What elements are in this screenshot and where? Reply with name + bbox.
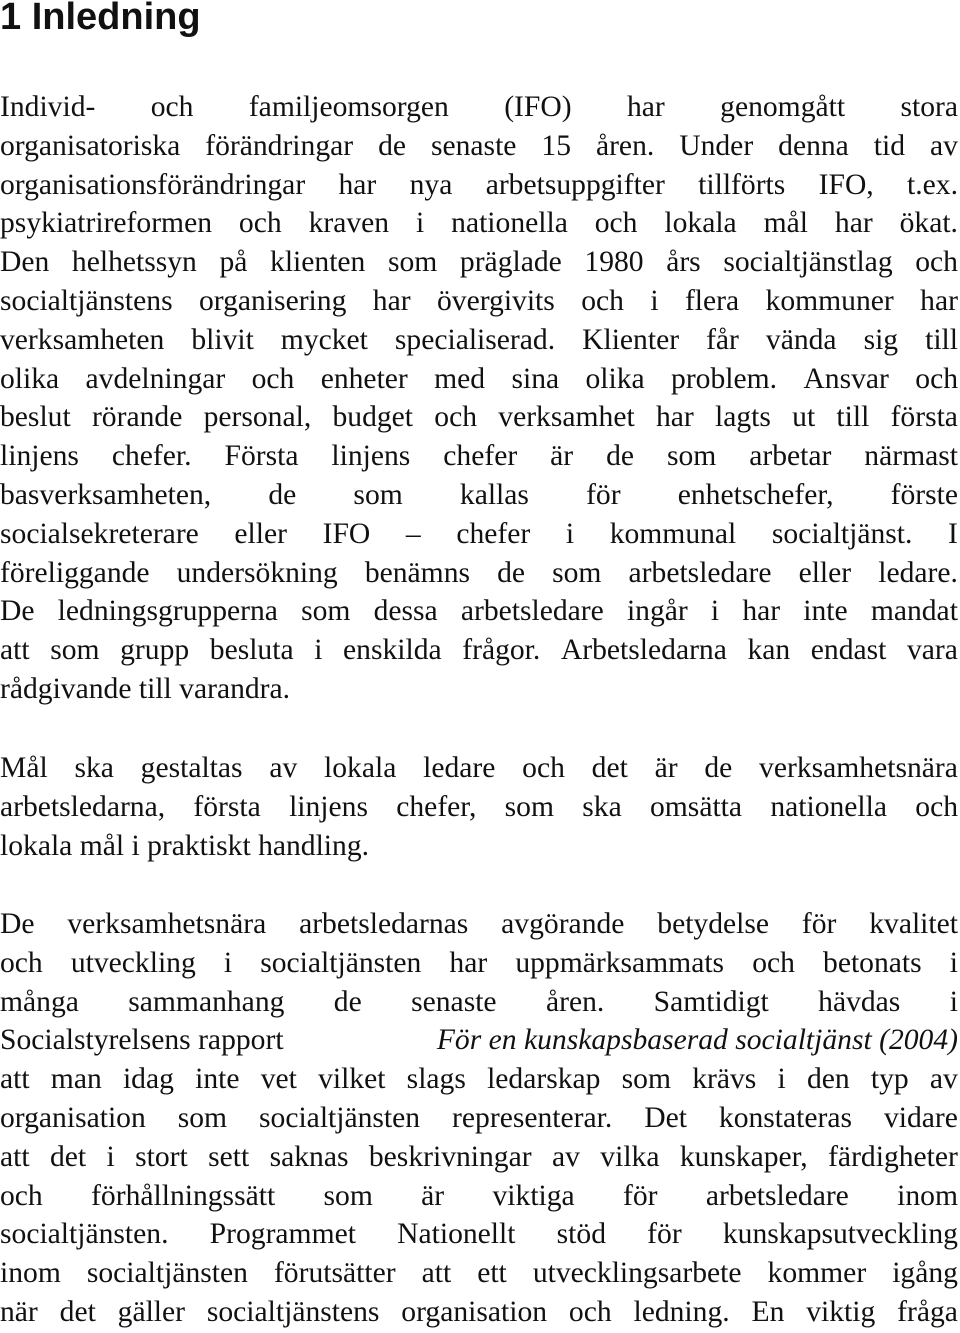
text-line [0,1215,958,1254]
word: vända [765,323,837,356]
text-line [0,88,958,127]
word: chefer. [111,440,192,473]
word: vara [907,634,958,667]
word: lokala [324,752,397,784]
word: vet [260,1063,297,1096]
word: Programmet [209,1218,356,1251]
word: chefer [456,517,531,550]
word: hävdas [818,985,901,1018]
word: linjens [0,440,79,473]
word: lagts [714,401,771,434]
word: som [50,634,100,667]
word: de [704,752,733,784]
word: betydelse [657,908,770,940]
word: ökat. [899,207,958,240]
word: som [666,440,717,473]
word: Den [0,246,50,279]
word: organisation [0,1101,146,1134]
word: viktiga [492,1179,575,1212]
text-line [0,282,958,321]
word: som [177,1101,228,1134]
word: saknas [269,1140,349,1173]
word: är [421,1179,445,1212]
word: att [0,1063,30,1096]
text-line [0,204,958,243]
word: verksamhet [498,401,635,434]
word: personal, [203,401,312,434]
word: specialiserad. [394,323,556,356]
word: med [434,362,486,395]
word: kvalitet [869,908,958,940]
text-line-with-citation [0,1021,958,1060]
word: IFO, [818,168,874,201]
text-line [0,127,958,166]
word: helhetssyn [71,246,197,279]
word: genomgått [720,91,846,123]
word: som [387,246,438,279]
word: chefer, [396,790,477,823]
word: och [251,362,295,395]
word: beslut [0,401,71,434]
word: mål [763,207,808,240]
paragraph-2 [0,749,958,865]
word: att [0,1140,30,1173]
word: enskilda [343,634,442,667]
word: avgörande [501,908,625,940]
word: vidare [883,1101,958,1134]
section-heading: 1 Inledning [0,0,201,38]
word: socialtjänstens [206,1295,380,1328]
text-line [0,631,958,670]
word: psykiatrireformen [0,207,213,240]
word: kan [747,634,791,667]
word: ut [792,401,816,434]
word: utveckling [70,946,196,979]
word: i [314,634,323,667]
word: socialtjänsten [259,1101,421,1134]
word: Ansvar [803,362,889,395]
word: ledningsgrupperna [57,595,278,628]
word: vilket [318,1063,386,1096]
text-line [0,243,958,282]
word: Under [679,129,754,162]
word: omsätta [649,790,743,823]
word: är [654,752,678,784]
word: i [223,946,233,979]
word: har [338,168,377,201]
word: representerar. [452,1101,613,1134]
word: arbetsuppgifter [485,168,665,201]
word: som [323,1179,373,1212]
word: (IFO) [504,91,572,123]
word: och [150,91,194,123]
word: och [915,246,958,279]
text-line: rådgivande till varandra. [0,672,291,705]
word: problem. [671,362,778,395]
text-line [0,437,958,476]
word: idag [122,1063,174,1096]
word: frågor. [462,634,541,667]
word: förhållningssätt [91,1179,276,1212]
word: olika [585,362,645,395]
word: sig [863,323,899,356]
word: har [834,207,873,240]
word: lokala [664,207,737,240]
text-line [0,554,958,593]
word: kommuner [765,284,894,317]
word: nationella [770,790,887,823]
word: krävs [692,1063,757,1096]
word: eller [798,556,852,589]
word: De [0,595,35,628]
word: linjens [331,440,411,473]
word: ska [74,752,114,784]
word: grupp [120,634,190,667]
word: dessa [373,595,438,628]
word: mandat [870,595,958,628]
word: har [920,284,958,317]
word: stora [900,91,958,123]
word: betonats [823,946,922,979]
word: och [0,946,43,979]
text-line [0,321,958,360]
word: senaste [411,985,497,1018]
word: det [59,1295,96,1328]
paragraph-3 [0,905,958,1332]
word: olika [0,362,60,395]
word: av [929,1063,958,1096]
report-title-citation: För en kunskapsbaserad socialtjänst (2004) [436,1024,958,1057]
word: konstateras [718,1101,853,1134]
word: den [806,1063,850,1096]
word: familjeomsorgen [248,91,449,123]
word: kallas [459,478,529,511]
word: ingår [626,595,688,628]
word: för [647,1218,682,1251]
word: man [50,1063,102,1096]
word: stöd [556,1218,606,1251]
word: klienten [270,246,366,279]
word: tillförts [698,168,786,201]
word: ska [582,790,622,823]
word: rörande [91,401,183,434]
word: typ [870,1063,909,1096]
word: flera [684,284,740,317]
word: beskrivningar [368,1140,532,1173]
word: slags [406,1063,466,1096]
word: utvecklingsarbete [532,1257,742,1290]
word: och [0,1179,43,1212]
word: och [915,362,958,395]
word: sammanhang [128,985,285,1018]
word: kraven [308,207,390,240]
word: t.ex. [907,168,958,201]
word: mycket [280,323,368,356]
word: uppmärksammats [515,946,725,979]
word: Det [644,1101,687,1134]
text-line [0,905,958,944]
word: arbetsledare [460,595,604,628]
word: av [551,1140,580,1173]
word: Individ- [0,91,96,123]
word: till [836,401,870,434]
word: 15 [541,129,571,162]
word: de [268,478,297,511]
word: arbetsledarna, [0,790,166,823]
word: verksamhetsnära [67,908,267,940]
word: stort [135,1140,188,1173]
word: linjens [289,790,368,823]
word: och [752,946,795,979]
word: av [269,752,298,784]
text-line [0,749,958,788]
text-line [0,476,958,515]
word: och [238,207,282,240]
word: övergivits [436,284,555,317]
word: IFO [322,517,371,550]
word: socialtjänstlag [723,246,893,279]
word: som [301,595,351,628]
word: de [333,985,362,1018]
word: i [416,207,425,240]
word: för [623,1179,658,1212]
text-line [0,983,958,1022]
word: ledarskap [487,1063,601,1096]
word: organisatoriska [0,129,181,162]
word: i [949,985,958,1018]
word: 1980 [584,246,644,279]
word: har [449,946,488,979]
word: organisering [198,284,347,317]
word: Första [224,440,299,473]
word: i [565,517,575,550]
word: för [801,908,837,940]
word: De [0,908,35,940]
word: förändringar [205,129,354,162]
word: ett [477,1257,507,1290]
text-line [0,166,958,205]
text-line [0,944,958,983]
word: när [0,1295,38,1328]
word: socialtjänsten. [0,1218,169,1251]
word: inom [897,1179,958,1212]
word: enheter [320,362,408,395]
word: de [497,556,526,589]
word: som [552,556,602,589]
word: åren. [545,985,605,1018]
word: förste [890,478,958,511]
word: präglade [459,246,562,279]
word: föreliggande [0,556,150,589]
word: i [777,1063,786,1096]
word: vilka [600,1140,660,1173]
word: basverksamheten, [0,478,212,511]
word: som [504,790,554,823]
word: att [0,634,30,667]
word: igång [892,1257,958,1290]
word: åren. [595,129,655,162]
word: benämns [364,556,471,589]
word: verksamhetsnära [759,752,958,784]
word: besluta [209,634,294,667]
word: verksamheten [0,323,165,356]
word: på [219,246,248,279]
word: och [915,790,958,823]
word: avdelningar [85,362,226,395]
text-line [0,1099,958,1138]
word: arbetar [749,440,832,473]
word: som [621,1063,671,1096]
text-line [0,1293,958,1332]
word: ledning. [633,1295,730,1328]
word: i [650,284,659,317]
text-line [0,788,958,827]
word: Nationellt [397,1218,516,1251]
word: nationella [451,207,568,240]
word: i [710,595,720,628]
word: inte [803,595,848,628]
word: inom [0,1257,61,1290]
word: socialtjänsten [86,1257,248,1290]
word: färdigheter [828,1140,958,1173]
word: har [655,401,694,434]
word: kunskapsutveckling [722,1218,958,1251]
word: kommer [767,1257,867,1290]
text-line [0,1177,958,1216]
word: Klienter [582,323,680,356]
word: har [742,595,781,628]
word: chefer [443,440,518,473]
word: ledare [423,752,496,784]
word: det [591,752,628,784]
word: socialtjänstens [0,284,173,317]
word: många [0,985,79,1018]
word: eller [234,517,287,550]
word: har [372,284,411,317]
word: nya [409,168,453,201]
word: tid [873,129,906,162]
word: i [106,1140,115,1173]
word: första [890,401,958,434]
word: budget [332,401,414,434]
word: socialsekreterare [0,517,199,550]
word: Mål [0,752,48,784]
word: sina [511,362,560,395]
word: första [193,790,261,823]
word: kunskaper, [679,1140,808,1173]
word: socialtjänsten [260,946,422,979]
word: och [522,752,565,784]
word: de [378,129,407,162]
word: Samtidigt [653,985,769,1018]
text-line [0,1254,958,1293]
word: och [581,284,624,317]
word: av [929,129,958,162]
word: inte [195,1063,240,1096]
word: att [421,1257,452,1290]
word: ledare. [878,556,958,589]
word: års [666,246,701,279]
word: organisation [401,1295,548,1328]
word: i [949,946,958,979]
word: förutsätter [273,1257,396,1290]
word: enhetschefer, [677,478,834,511]
word: socialtjänst. [771,517,913,550]
word: och [568,1295,612,1328]
word: för [586,478,621,511]
word: undersökning [176,556,338,589]
word: blivit [191,323,254,356]
word: viktig [806,1295,876,1328]
word: och [434,401,478,434]
word: I [948,517,958,550]
word: arbetsledare [628,556,772,589]
word: kommunal [609,517,737,550]
word: som [353,478,403,511]
word: gäller [117,1295,186,1328]
word: organisationsförändringar [0,168,306,201]
word: arbetsledarnas [299,908,469,940]
word: denna [778,129,849,162]
word: får [706,323,739,356]
word: och [594,207,638,240]
word: Arbetsledarna [560,634,727,667]
word: är [550,440,574,473]
word: endast [810,634,887,667]
word: senaste [430,129,517,162]
word: – [405,517,421,550]
word: de [606,440,634,473]
word: En [751,1295,785,1328]
text-line [0,398,958,437]
word: gestaltas [140,752,243,784]
line-prefix: Socialstyrelsens rapport [0,1024,291,1057]
word: sett [208,1140,250,1173]
text-line [0,515,958,554]
word: närmast [864,440,958,473]
word: har [626,91,665,123]
paragraph-1 [0,88,958,709]
word: det [49,1140,87,1173]
text-line [0,360,958,399]
word: arbetsledare [705,1179,849,1212]
word: till [925,323,958,356]
word: fråga [897,1295,958,1328]
text-line [0,1138,958,1177]
text-line [0,1060,958,1099]
text-line [0,592,958,631]
text-line: lokala mål i praktiskt handling. [0,829,370,862]
